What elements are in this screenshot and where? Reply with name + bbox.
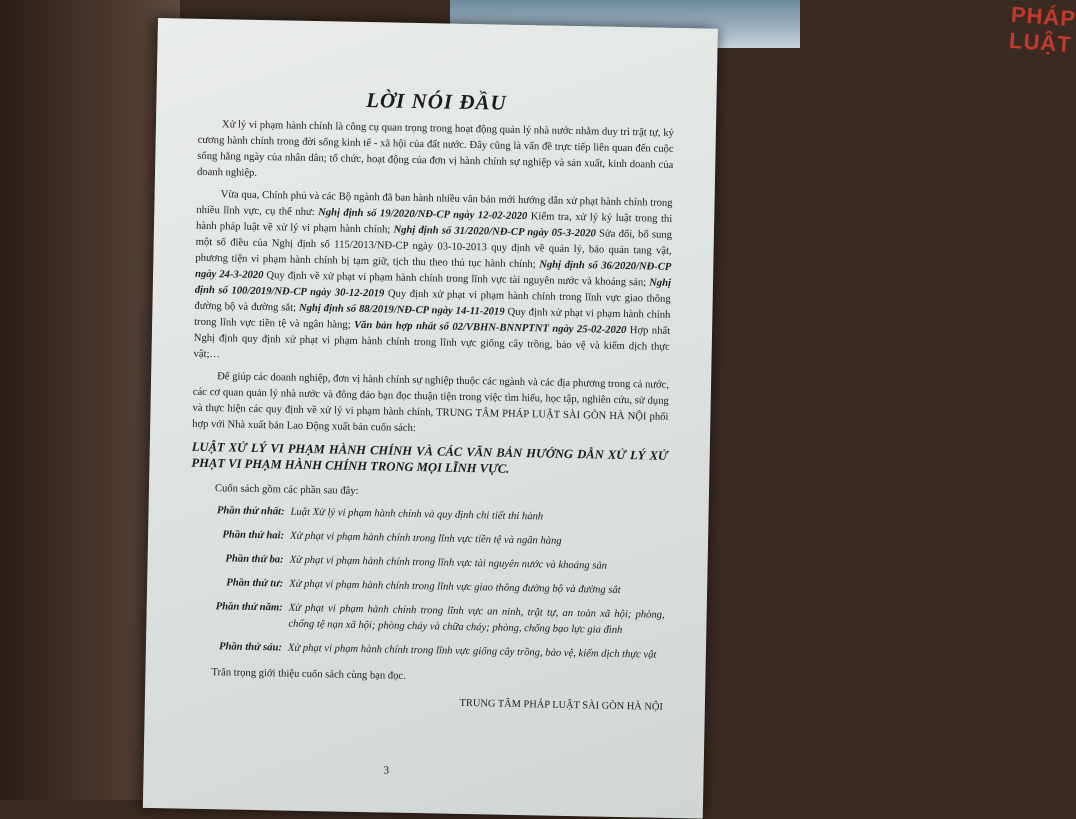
background-book-title: PHÁP LUẬT (1008, 1, 1076, 58)
page-number: 3 (383, 764, 390, 777)
part-label: Phần thứ năm: (215, 601, 283, 614)
page-title: LỜI NÓI ĐẦU (365, 88, 507, 115)
part-item (190, 503, 666, 528)
part-item (189, 575, 665, 600)
closing-line: Trân trọng giới thiệu cuốn sách cùng bạn đọc. (211, 667, 406, 682)
part-text: Xử phạt vi phạm hành chính trong lĩnh vực an ninh, trật tự, an toàn xã hội; phòng, chống tệ nạn xã hội; phòng cháy và chữa cháy; phòng, chống bạo lực gia đình (288, 602, 665, 637)
part-text: Xử phạt vi phạm hành chính trong lĩnh vực giao thông đường bộ và đường sắt (289, 578, 621, 596)
text-span: Quy định xử phạt vi phạm hành chính trong lĩnh vực giao thông đường bộ và đường sắt; (194, 288, 671, 314)
page-content (187, 89, 675, 716)
part-label: Phần thứ nhất: (216, 505, 285, 518)
decree-100-2019: Nghị định số 100/2019/NĐ-CP ngày 30-12-2019 (194, 277, 672, 300)
text-span: Hợp nhất Nghị định quy định xử phạt vi phạm hành chính trong lĩnh vực giống cây trồng, bảo vệ và kiểm dịch thực vật;… (193, 325, 671, 361)
decree-36-2020: Nghị định số 36/2020/NĐ-CP ngày 24-3-2020 (194, 259, 672, 282)
decree-31-2020: Nghị định số 31/2020/NĐ-CP ngày 05-3-2020 (393, 224, 596, 240)
paragraph-3: Để giúp các doanh nghiệp, đơn vị hành chính sự nghiệp thuộc các ngành và các địa phương trong cả nước, các cơ quan quản lý nhà nước và đông đảo bạn đọc thuận tiện trong việc tìm hiểu, học tập, nghiên cứu, sử dụng và thực hiện các quy định về xử lý vi phạm hành chính, TRUNG TÂM PHÁP LUẬT SÀI GÒN HÀ NỘI phối hợp với Nhà xuất bản Lao Động xuất bản cuốn sách: (192, 371, 670, 435)
part-item (190, 527, 666, 552)
paragraph-2 (193, 187, 672, 372)
parts-intro: Cuốn sách gồm các phần sau đây: (214, 483, 359, 497)
text-span: Quy định về xử phạt vi phạm hành chính trong lĩnh vực tài nguyên nước và khoáng sản; (263, 270, 650, 289)
text-span: Vừa qua, Chính phủ và các Bộ ngành đã ban hành nhiều văn bản mới hướng dẫn xử phạt hành chính trong nhiều lĩnh vực, cụ thể như: (196, 189, 673, 219)
part-text: Xử phạt vi phạm hành chính trong lĩnh vực tiền tệ và ngân hàng (289, 530, 562, 547)
part-label: Phần thứ hai: (222, 529, 285, 542)
book-page (143, 18, 718, 819)
part-item (188, 599, 665, 640)
part-label: Phần thứ ba: (225, 553, 284, 566)
part-text: Xử phạt vi phạm hành chính trong lĩnh vực tài nguyên nước và khoáng sản (289, 554, 608, 572)
text-span: Quy định xử phạt vi phạm hành chính trong lĩnh vực tiền tệ và ngân hàng; (194, 306, 671, 331)
text-span: Sửa đổi, bổ sung một số điều của Nghị định số 115/2013/NĐ-CP ngày 03-10-2013 quy định về quản lý, bảo quản tang vật, phương tiện vi phạm hành chính bị tạm giữ, tịch thu theo thủ tục hành chính; (195, 228, 673, 271)
part-text: Luật Xử lý vi phạm hành chính và quy định chi tiết thi hành (290, 506, 544, 523)
part-item (188, 639, 664, 664)
decree-19-2020: Nghị định số 19/2020/NĐ-CP ngày 12-02-2020 (318, 207, 528, 223)
part-label: Phần thứ sáu: (218, 641, 283, 654)
part-label: Phần thứ tư: (226, 577, 284, 590)
part-text: Xử phạt vi phạm hành chính trong lĩnh vực giống cây trồng, bảo vệ, kiểm dịch thực vật (287, 642, 657, 661)
book-title: LUẬT XỬ LÝ VI PHẠM HÀNH CHÍNH VÀ CÁC VĂN BẢN HƯỚNG DẪN XỬ LÝ XỬ PHẠT VI PHẠM HÀNH CHÍNH TRONG MỌI LĨNH VỰC. (191, 439, 668, 476)
parts-list (188, 503, 667, 664)
consolidated-document-02: Văn bản hợp nhất số 02/VBHN-BNNPTNT ngày 25-02-2020 (353, 319, 627, 337)
part-item (189, 551, 665, 576)
signature: TRUNG TÂM PHÁP LUẬT SÀI GÒN HÀ NỘI (459, 697, 663, 713)
decree-88-2019: Nghị định số 88/2019/NĐ-CP ngày 14-11-2019 (298, 302, 505, 318)
paragraph-1: Xử lý vi phạm hành chính là công cụ quan trọng trong hoạt động quản lý nhà nước nhằm duy trì trật tự, kỷ cương hành chính trong đời sống kinh tế - xã hội của đất nước. Đây cũng là vấn đề trực tiếp liên quan đến cuộc sống hằng ngày của nhân dân; tổ chức, hoạt động của đơn vị hành chính sự nghiệp và sản xuất, kinh doanh của doanh nghiệp. (196, 119, 674, 179)
text-span: Kiểm tra, xử lý kỷ luật trong thi hành pháp luật về xử lý vi phạm hành chính; (195, 211, 673, 236)
